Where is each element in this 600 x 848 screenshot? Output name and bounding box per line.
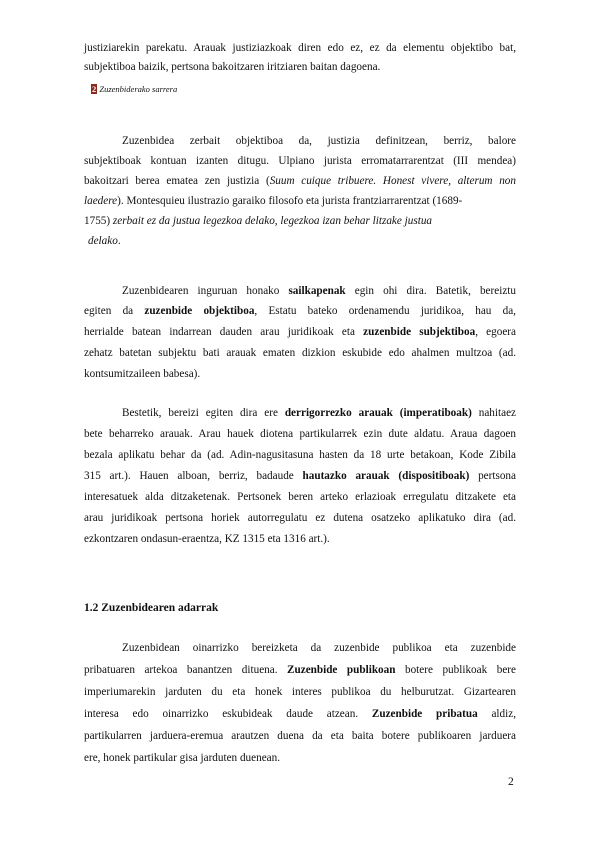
bold-term: zuzenbide objektiboa [144,305,255,317]
text-span: 315 art.). Hauen alboan, berriz, badaude [84,470,303,482]
paragraph-line [84,133,516,149]
section-number: 2 [92,84,97,94]
text-span: interesatuek alda ditzaketenak. Pertsonek beren arteko erlazioak erregulatu ditzakete eta [84,491,516,503]
text-span: ere, honek partikular gisa jarduten duenean. [84,752,281,764]
paragraph-line [84,366,516,382]
text-span: Zuzenbidearen inguruan honako [122,285,289,297]
section-label: Zuzenbiderako sarrera [99,84,178,94]
paragraph-line [84,426,516,442]
bold-term: hautazko arauak (dispositiboak) [302,470,470,482]
bold-term: Zuzenbide publikoan [287,664,396,676]
intro-line [84,40,516,56]
text-span: botere publikoak bere [395,664,516,676]
text-span: nahitaez [471,407,517,419]
text-span: bete beharreko arauak. Arau hauek diotena partikularrek ezin dute aldatu. Araua dagoen [84,428,516,440]
text-span: . [117,235,121,247]
text-span: egiten da [84,305,145,317]
paragraph-line [84,662,516,678]
paragraph-line [84,728,516,744]
text-span: pertsona [469,470,516,482]
quote: delako [88,235,118,247]
paragraph-line [84,640,516,656]
text-span: pribatuaren artekoa banantzen dituena. [84,664,288,676]
paragraph-line [84,173,516,189]
intro-line [84,59,516,75]
text-span: subjektiboak kontuan izanten ditugu. Ulpiano jurista erromatarrarentzat (III mendea) [84,155,516,167]
bold-term: sailkapenak [288,285,346,297]
paragraph-line [84,193,516,209]
paragraph-line [84,324,516,340]
paragraph-line [84,468,516,484]
text-span: Zuzenbidean oinarrizko bereizketa da zuzenbide publikoa eta zuzenbide [122,642,516,654]
quote: zerbait ez da justua legezkoa delako, legezkoa izan behar litzake justua [112,215,433,227]
page-number: 2 [508,776,514,788]
text-span: ). Montesquieu ilustrazio garaiko filosofo eta jurista frantziarrarentzat (1689- [117,195,463,207]
paragraph-line [84,213,516,229]
latin-quote: Suum cuique tribuere. Honest vivere, alterum non [269,175,516,187]
text-span: 1755) [84,215,113,227]
text-span: bakoitzari berea ematea zen justizia ( [84,175,270,187]
paragraph-line [88,233,520,249]
text-span: bezala aplikatu behar da (ad. Adin-nagusitasuna hasten da 18 urte betakoan, Kode Zibila [84,449,516,461]
paragraph-line [84,706,516,722]
paragraph-line [84,405,516,421]
text-span: aldiz, [477,708,516,720]
text-span: , egoera [475,326,516,338]
text-span: egin ohi dira. Batetik, bereiztu [345,285,516,297]
paragraph-line [84,489,516,505]
paragraph-line [84,510,516,526]
paragraph-line [84,750,516,766]
paragraph-line [84,303,516,319]
text-span: kontsumitzaileen babesa). [84,368,201,380]
bold-term: zuzenbide subjektiboa [363,326,476,338]
text-span: herrialde batean indarrean dauden arau juridikoak eta [84,326,364,338]
paragraph-line [84,684,516,700]
text-span: partikularren jarduera-eremua arautzen duena da eta baita botere publikoaren jarduera [84,730,516,742]
latin-quote: laedere [84,195,118,207]
text-span: Bestetik, bereizi egiten dira ere [122,407,285,419]
text-span: ezkontzaren ondasun-eraentza, KZ 1315 eta 1316 art.). [84,533,330,545]
paragraph-line [84,345,516,361]
paragraph-line [84,283,516,299]
paragraph-line [84,531,516,547]
text-span: , Estatu bateko ordenamendu juridikoa, hau da, [254,305,516,317]
bold-term: derrigorrezko arauak (imperatiboak) [284,407,472,419]
paragraph-line [84,447,516,463]
section-marker [91,83,177,95]
text-span: interesa edo oinarrizko eskubideak daude atzean. [84,708,372,720]
text-span: zehatz batetan subjektu bati arauak ematen dizkion eskubide edo ahalmen multzoa (ad. [84,347,516,359]
bold-term: Zuzenbide pribatua [371,708,478,720]
text-span: justiziarekin parekatu. Arauak justiziazkoak diren edo ez, ez da elementu objektibo bat, [84,42,516,54]
paragraph-line [84,153,516,169]
text-span: arau juridikoak pertsona horiek autorregulatu ez dutena osatzeko aplikatuko dira (ad. [84,512,516,524]
text-span: Zuzenbidea zerbait objektiboa da, justizia definitzean, berriz, balore [122,135,516,147]
section-heading: 1.2 Zuzenbidearen adarrak [84,602,219,614]
text-span: subjektiboa baizik, pertsona bakoitzaren iritziaren baitan dagoena. [84,61,381,73]
text-span: imperiumarekin jarduten du eta honek interes publikoa du helburutzat. Gizartearen [84,686,516,698]
